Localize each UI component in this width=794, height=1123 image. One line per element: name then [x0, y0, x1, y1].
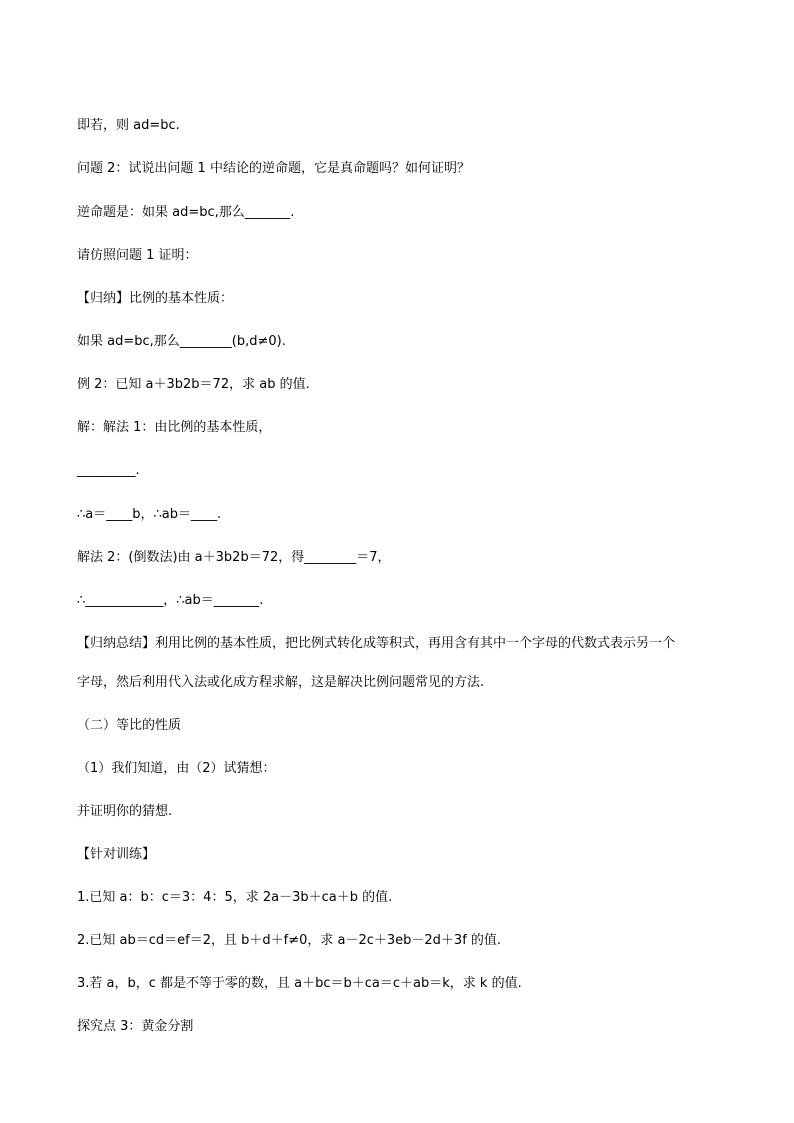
- text-line-converse: 逆命题是：如果 ad=bc,那么_______.: [77, 205, 295, 220]
- exercise-item-2: 2.已知 ab＝cd＝ef＝2，且 b＋d＋f≠0，求 a－2c＋3eb－2d＋3f 的值.: [77, 933, 502, 948]
- text-line-summary-1: 【归纳总结】利用比例的基本性质，把比例式转化成等积式，再用含有其中一个字母的代数式表示另一个: [77, 636, 676, 651]
- text-line-summary-heading: 【归纳】比例的基本性质：: [77, 291, 234, 306]
- text-line-example-2: 例 2：已知 a＋3b2b＝72，求 ab 的值.: [77, 377, 310, 392]
- text-line-prove-instruction: 请仿照问题 1 证明：: [77, 248, 198, 263]
- text-line-summary-2: 字母，然后利用代入法或化成方程求解，这是解决比例问题常见的方法.: [77, 675, 485, 690]
- text-line-solution-2: 解法 2：(倒数法)由 a＋3b2b＝72，得________＝7，: [77, 550, 391, 565]
- text-line-guess: （1）我们知道，由（2）试猜想：: [77, 761, 276, 776]
- exercise-item-1: 1.已知 a：b：c＝3：4：5，求 2a－3b＋ca＋b 的值.: [77, 890, 393, 905]
- section-heading-equal-ratio: （二）等比的性质: [77, 718, 182, 733]
- text-line-question-2: 问题 2：试说出问题 1 中结论的逆命题，它是真命题吗？如何证明？: [77, 161, 470, 176]
- section-heading-golden-section: 探究点 3：黄金分割: [77, 1019, 194, 1034]
- text-line-practice-heading: 【针对训练】: [77, 847, 156, 862]
- text-line-basic-property: 如果 ad=bc,那么________(b,d≠0).: [77, 334, 286, 349]
- text-line-therefore-2: ∴____________，∴ab＝_______.: [77, 593, 264, 608]
- text-line-prove-guess: 并证明你的猜想.: [77, 804, 173, 819]
- text-line-solution-1: 解：解法 1：由比例的基本性质，: [77, 420, 272, 435]
- text-line-blank: _________.: [77, 463, 140, 478]
- text-line-conclusion: 即若，则 ad=bc.: [77, 118, 180, 133]
- exercise-item-3: 3.若 a，b，c 都是不等于零的数，且 a＋bc＝b＋ca＝c＋ab＝k，求 k 的值.: [77, 976, 522, 991]
- text-line-therefore-1: ∴a＝____b，∴ab＝____.: [77, 507, 222, 522]
